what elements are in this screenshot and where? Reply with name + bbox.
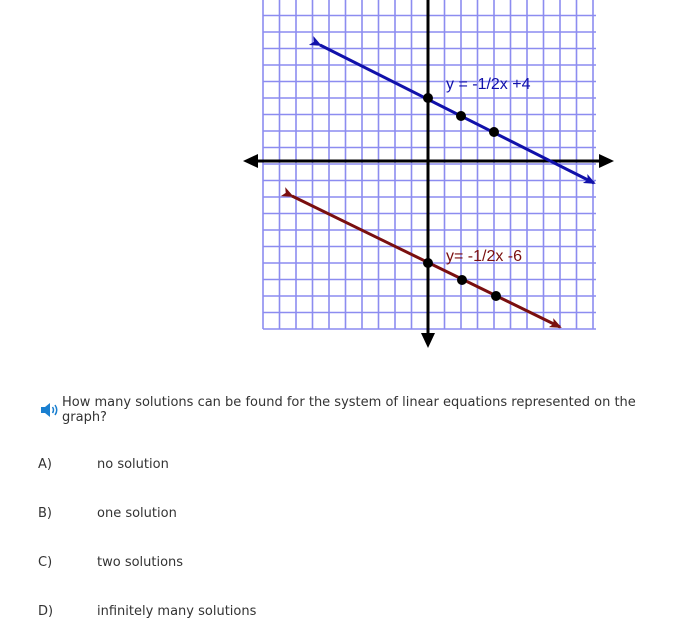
question-text: How many solutions can be found for the system of linear equations represented on the graph? bbox=[62, 395, 636, 425]
option-d[interactable] bbox=[38, 601, 256, 621]
x-axis-left-arrow bbox=[243, 154, 258, 168]
line-bottom-point-3 bbox=[491, 291, 501, 301]
option-b[interactable] bbox=[38, 503, 177, 523]
line-top-point-3 bbox=[489, 127, 499, 137]
line-top-point-1 bbox=[423, 93, 433, 103]
y-axis-down-arrow bbox=[421, 333, 435, 348]
option-c[interactable] bbox=[38, 552, 183, 572]
option-letter: C) bbox=[38, 554, 53, 570]
option-text: one solution bbox=[97, 505, 177, 521]
option-text: infinitely many solutions bbox=[97, 603, 257, 619]
option-text: no solution bbox=[97, 456, 169, 472]
line-bottom-point-1 bbox=[423, 258, 433, 268]
equation-bottom-label: y= -1/2x -6 bbox=[446, 248, 523, 265]
question bbox=[40, 395, 681, 425]
equation-top-label: y = -1/2x +4 bbox=[446, 76, 531, 93]
line-top-point-2 bbox=[456, 111, 466, 121]
option-a[interactable] bbox=[38, 454, 169, 474]
option-letter: D) bbox=[38, 603, 54, 619]
x-axis-right-arrow bbox=[599, 154, 614, 168]
option-text: two solutions bbox=[97, 554, 184, 570]
speaker-icon[interactable] bbox=[40, 402, 60, 418]
option-letter: B) bbox=[38, 505, 52, 521]
line-bottom-point-2 bbox=[457, 275, 467, 285]
option-letter: A) bbox=[38, 456, 52, 472]
